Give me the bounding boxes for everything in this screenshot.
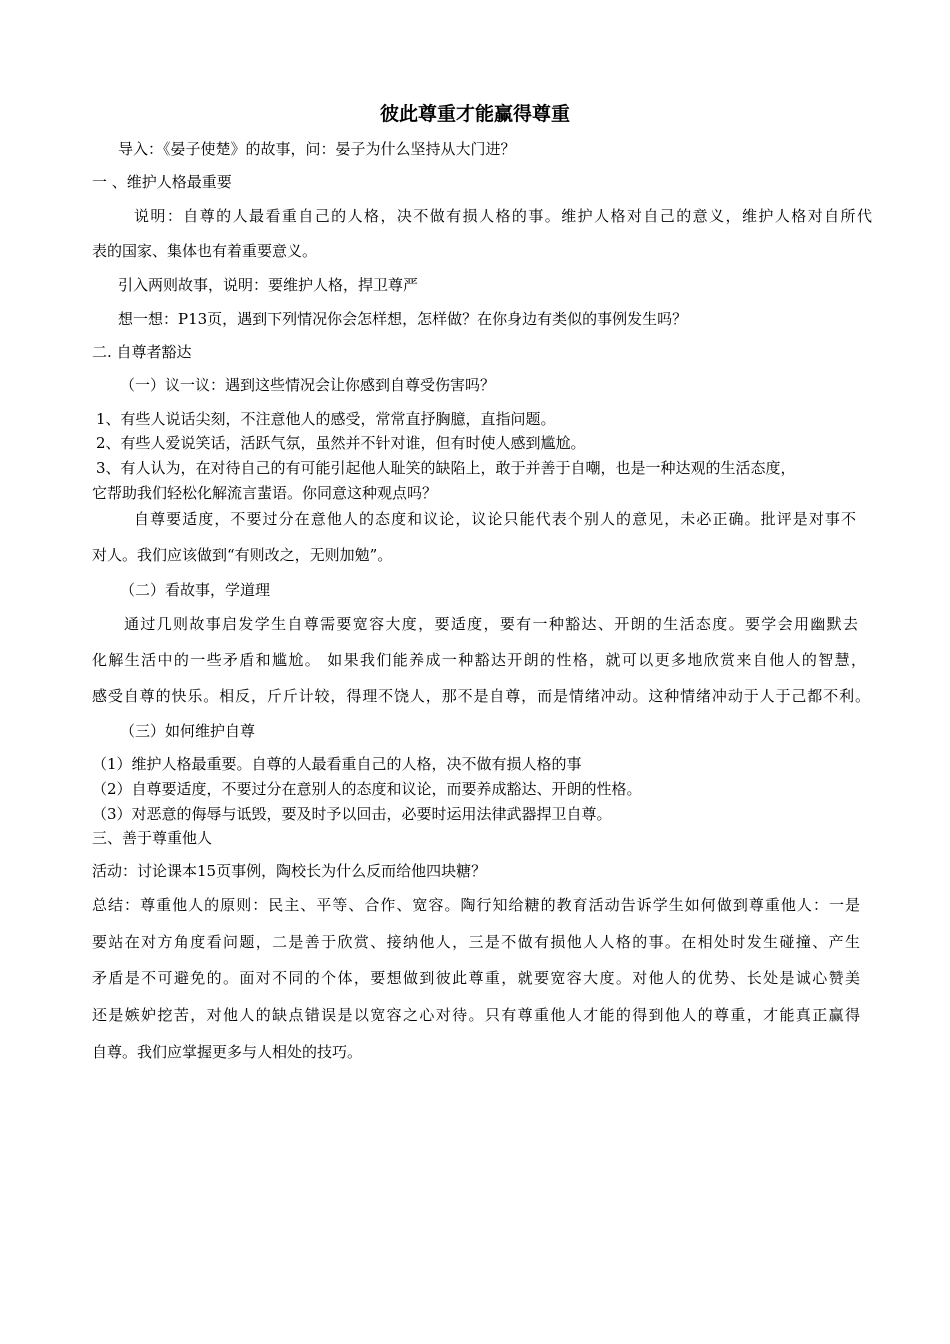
paragraph-line: 表的国家、集体也有着重要意义。 [92,242,318,260]
paragraph-line: 矛盾是不可避免的。面对不同的个体，要想做到彼此尊重，就要宽容大度。对他人的优势、长处是诚心赞美 [92,969,860,987]
list-item-continuation: 它帮助我们轻松化解流言蜚语。你同意这种观点吗？ [92,484,438,502]
subsection-heading: （一）议一议：遇到这些情况会让你感到自尊受伤害吗？ [120,376,496,394]
list-item: 2、有些人爱说笑话，活跃气氛，虽然并不针对谁，但有时使人感到尴尬。 [96,434,586,452]
subsection-heading: （二）看故事，学道理 [120,581,271,599]
paragraph-line: 说明：自尊的人最看重自己的人格，决不做有损人格的事。维护人格对自己的意义，维护人格对自所代 [134,207,872,225]
section-heading-1: 一 、维护人格最重要 [92,173,232,191]
intro-line: 导入：《晏子使楚》的故事，问：晏子为什么坚持从大门进？ [118,140,516,158]
list-item: 1、有些人说话尖刻，不注意他人的感受，常常直抒胸臆，直指问题。 [96,410,556,428]
paragraph-line: 引入两则故事，说明：要维护人格，捍卫尊严 [118,276,419,294]
paragraph-line: 还是嫉妒挖苦，对他人的缺点错误是以宽容之心对待。只有尊重他人才能的得到他人的尊重，才能真正赢得 [92,1006,860,1024]
list-item: （1）维护人格最重要。自尊的人最看重自己的人格，决不做有损人格的事 [92,755,582,773]
paragraph-line: 感受自尊的快乐。相反，斤斤计较，得理不饶人，那不是自尊，而是情绪冲动。这种情绪冲动于人于己都不利。 [92,687,870,705]
paragraph-line: 通过几则故事启发学生自尊需要宽容大度，要适度，要有一种豁达、开朗的生活态度。要学会用幽默去 [124,615,858,633]
list-item: （2）自尊要适度，不要过分在意别人的态度和议论，而要养成豁达、开朗的性格。 [92,780,642,798]
document-title: 彼此尊重才能赢得尊重 [379,103,570,125]
paragraph-line: 自尊。我们应掌握更多与人相处的技巧。 [92,1043,363,1061]
subsection-heading: （三）如何维护自尊 [120,722,256,740]
list-item: 3、有人认为，在对待自己的有可能引起他人耻笑的缺陷上，敢于并善于自嘲，也是一种达观的生活态度， [96,459,796,477]
paragraph-line: 总结：尊重他人的原则：民主、平等、合作、宽容。陶行知给糖的教育活动告诉学生如何做到尊重他人：一是 [92,896,860,914]
section-heading-2: 二. 自尊者豁达 [92,343,192,361]
paragraph-line: 活动：讨论课本15页事例，陶校长为什么反而给他四块糖？ [92,862,487,880]
section-heading-3: 三、善于尊重他人 [92,829,213,847]
list-item: （3）对恶意的侮辱与诋毁，要及时予以回击，必要时运用法律武器捍卫自尊。 [92,805,612,823]
paragraph-line: 化解生活中的一些矛盾和尴尬。 如果我们能养成一种豁达开朗的性格，就可以更多地欣赏来自他人的智慧， [92,651,866,669]
paragraph-line: 自尊要适度，不要过分在意他人的态度和议论，议论只能代表个别人的意见，未必正确。批评是对事不 [134,510,856,528]
paragraph-line: 想一想：P13页，遇到下列情况你会怎样想，怎样做？在你身边有类似的事例发生吗？ [118,310,688,328]
paragraph-line: 对人。我们应该做到“有则改之，无则加勉”。 [92,546,393,564]
paragraph-line: 要站在对方角度看问题，二是善于欣赏、接纳他人，三是不做有损他人人格的事。在相处时发生碰撞、产生 [92,933,860,951]
